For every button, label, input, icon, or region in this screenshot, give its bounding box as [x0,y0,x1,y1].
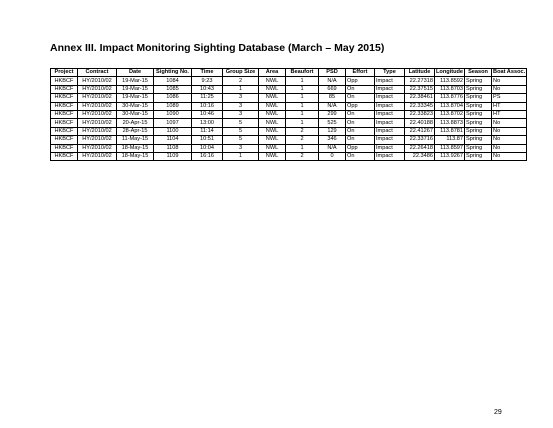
table-cell: 113.9267 [435,152,465,160]
table-cell: NWL [259,77,286,85]
table-cell: HY/2010/02 [78,110,117,118]
table-cell: Spring [465,119,492,127]
table-cell: HKBCF [51,127,78,135]
table-cell: 10:04 [192,144,223,152]
table-cell: 22.37515 [405,85,435,93]
table-cell: 2 [286,127,319,135]
table-cell: 5 [223,136,259,144]
table-cell: HKBCF [51,144,78,152]
table-cell: 22.41267 [405,127,435,135]
table-cell: No [492,144,527,152]
table-cell: 28-Apr-15 [117,127,154,135]
table-cell: 1109 [154,152,192,160]
table-cell: 1 [286,119,319,127]
table-cell: 113.8597 [435,144,465,152]
table-cell: 1 [286,85,319,93]
table-cell: 19-Mar-15 [117,94,154,102]
table-cell: 85 [319,94,346,102]
table-cell: 10:46 [192,110,223,118]
table-cell: 1100 [154,127,192,135]
table-cell: 113.8702 [435,110,465,118]
table-cell: 5 [223,119,259,127]
table-cell: NWL [259,85,286,93]
table-cell: 19-Mar-15 [117,77,154,85]
table-cell: On [346,152,375,160]
table-cell: No [492,127,527,135]
table-cell: Impact [375,102,405,110]
table-cell: On [346,136,375,144]
table-cell: 3 [223,110,259,118]
table-cell: N/A [319,144,346,152]
table-row [51,110,527,118]
table-cell: 1089 [154,102,192,110]
table-cell: 113.8781 [435,127,465,135]
column-header: Type [375,69,405,77]
table-cell: 11:25 [192,94,223,102]
table-cell: Impact [375,94,405,102]
table-cell: On [346,85,375,93]
table-cell: 1 [286,77,319,85]
table-cell: 113.8704 [435,102,465,110]
table-cell: 1084 [154,77,192,85]
table-cell: 11:14 [192,127,223,135]
table-cell: 0 [319,152,346,160]
column-header: Season [465,69,492,77]
table-cell: Spring [465,136,492,144]
table-cell: 1097 [154,119,192,127]
sighting-table [50,68,527,161]
table-cell: 1 [286,94,319,102]
table-cell: 9:23 [192,77,223,85]
table-cell: 10:51 [192,136,223,144]
table-cell: Spring [465,127,492,135]
table-cell: 1 [286,144,319,152]
table-cell: 3 [223,144,259,152]
table-cell: 129 [319,127,346,135]
table-body [51,77,527,161]
table-cell: NWL [259,144,286,152]
table-cell: 30-Mar-15 [117,102,154,110]
table-cell: 113.8592 [435,77,465,85]
table-cell: Impact [375,110,405,118]
table-cell: NWL [259,127,286,135]
column-header: Contract [78,69,117,77]
table-cell: 16:16 [192,152,223,160]
table-cell: 18-May-15 [117,152,154,160]
table-cell: Opp [346,77,375,85]
table-cell: 22.27318 [405,77,435,85]
table-cell: HKBCF [51,77,78,85]
table-cell: HKBCF [51,85,78,93]
table-cell: HT [492,102,527,110]
table-cell: 1104 [154,136,192,144]
table-cell: N/A [319,102,346,110]
table-cell: PS [492,94,527,102]
table-cell: 299 [319,110,346,118]
table-cell: Spring [465,144,492,152]
table-cell: 525 [319,119,346,127]
table-cell: HKBCF [51,94,78,102]
table-row [51,102,527,110]
table-cell: HKBCF [51,136,78,144]
table-cell: Impact [375,136,405,144]
table-cell: 10:16 [192,102,223,110]
table-cell: 1108 [154,144,192,152]
table-cell: 22.33823 [405,110,435,118]
table-cell: HY/2010/02 [78,144,117,152]
table-cell: 3 [223,102,259,110]
table-cell: 22.26418 [405,144,435,152]
table-cell: On [346,119,375,127]
table-cell: HY/2010/02 [78,127,117,135]
table-cell: Spring [465,102,492,110]
table-cell: No [492,152,527,160]
table-row [51,136,527,144]
table-cell: 1090 [154,110,192,118]
table-cell: 1086 [154,94,192,102]
table-cell: 346 [319,136,346,144]
table-cell: HKBCF [51,110,78,118]
table-cell: HY/2010/02 [78,119,117,127]
table-cell: 113.8703 [435,85,465,93]
table-cell: Impact [375,127,405,135]
table-cell: 10:43 [192,85,223,93]
table-cell: On [346,110,375,118]
table-cell: HY/2010/02 [78,94,117,102]
table-cell: Spring [465,110,492,118]
column-header: Beaufort [286,69,319,77]
column-header: Sighting No. [154,69,192,77]
table-cell: 22.33716 [405,136,435,144]
table-row [51,85,527,93]
page-number: 29 [494,409,502,416]
table-cell: On [346,94,375,102]
table-cell: Impact [375,77,405,85]
table-cell: 1 [286,102,319,110]
column-header: Time [192,69,223,77]
table-cell: HKBCF [51,119,78,127]
table-cell: 13:00 [192,119,223,127]
table-cell: 1085 [154,85,192,93]
column-header: Boat Assoc. [493,69,526,76]
table-cell: Spring [465,85,492,93]
table-cell: 2 [223,77,259,85]
table-cell: 18-May-15 [117,144,154,152]
table-cell: 5 [223,127,259,135]
table-cell: HKBCF [51,102,78,110]
column-header: Longitude [436,69,464,76]
table-cell: Spring [465,77,492,85]
table-cell: HY/2010/02 [78,77,117,85]
table-row [51,77,527,85]
table-cell: No [492,119,527,127]
column-header: Project [51,69,78,77]
table-cell: No [492,136,527,144]
table-cell: 22.40188 [405,119,435,127]
table-cell: 669 [319,85,346,93]
table-row [51,127,527,135]
table-cell: NWL [259,110,286,118]
table-cell: Impact [375,144,405,152]
table-cell: 22.3486 [405,152,435,160]
table-cell: 1 [223,152,259,160]
table-cell: Impact [375,85,405,93]
table-cell: 1 [286,110,319,118]
table-cell: NWL [259,136,286,144]
table-cell: 19-Mar-15 [117,85,154,93]
table-cell: NWL [259,102,286,110]
table-cell: 22.33345 [405,102,435,110]
table-cell: 1 [223,85,259,93]
table-cell: HKBCF [51,152,78,160]
table-cell: HY/2010/02 [78,85,117,93]
column-header: Date [117,69,154,77]
table-row [51,144,527,152]
table-row [51,94,527,102]
table-cell: 30-Mar-15 [117,110,154,118]
document-title: Annex III. Impact Monitoring Sighting Database (March – May 2015) [50,42,385,54]
column-header: Group Size [223,69,259,77]
table-cell: 2 [286,136,319,144]
table-cell: HY/2010/02 [78,102,117,110]
table-row [51,152,527,160]
table-cell: Spring [465,152,492,160]
table-cell: 113.8873 [435,119,465,127]
table-cell: Impact [375,152,405,160]
table-cell: HY/2010/02 [78,152,117,160]
table-cell: 22.38461 [405,94,435,102]
table-cell: 113.8776 [435,94,465,102]
table-cell: Impact [375,119,405,127]
column-header: Area [259,69,286,77]
table-cell: NWL [259,119,286,127]
table-cell: 11-May-15 [117,136,154,144]
table-cell: Spring [465,94,492,102]
table-cell: On [346,127,375,135]
table-cell: 3 [223,94,259,102]
table-cell: HT [492,110,527,118]
table-cell: No [492,77,527,85]
column-header: Effort [346,69,375,77]
table-cell: N/A [319,77,346,85]
table-cell: Opp [346,144,375,152]
table-header-row [51,69,527,77]
column-header: PSD [319,69,346,77]
column-header: Latitude [405,69,435,77]
table-cell: No [492,85,527,93]
table-row [51,119,527,127]
table-cell: NWL [259,94,286,102]
table-cell: 2 [286,152,319,160]
table-cell: HY/2010/02 [78,136,117,144]
table-cell: NWL [259,152,286,160]
table-cell: 113.87 [435,136,465,144]
table-cell: Opp [346,102,375,110]
table-cell: 20-Apr-15 [117,119,154,127]
